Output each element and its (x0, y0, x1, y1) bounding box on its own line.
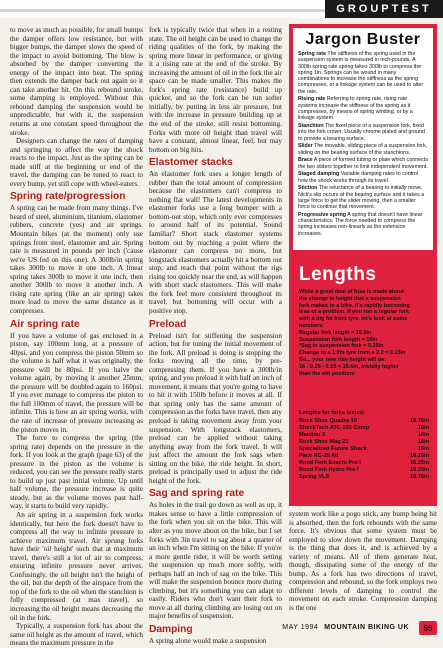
sidebar-panel (289, 24, 437, 506)
lengths-intro-line: Change to a 1.9in tyre from a 2.2 = 0.15in (299, 350, 406, 357)
fork-name: Specialized Future Shock (299, 446, 367, 452)
jargon-term: Slider (298, 143, 313, 150)
paragraph: If you have a volume of gas enclosed in a piston, say 100mm long, at a pressure of 40psi, and you compress the piston 50mm so the volume is half what it was originally, the pressure will be 80psi. If you halve the volume again, by moving it another 25mm, the pressure will be doubled again to 160psi. If you ever manage to compress the piston to the full 100mm of travel, the pressure will be infinite. This is how an air spring works, with the rate of increase of pressure increasing as the piston moves in. (10, 331, 143, 434)
jargon-definition: The movable, sliding piece of a suspension fork, sliding on the bearing surface of the stanchions. (298, 143, 428, 156)
fork-length-row (299, 453, 429, 460)
jargon-buster-title: Jargon Buster (305, 31, 421, 48)
lengths-title: Lengths (299, 264, 377, 285)
jargon-entry (298, 185, 428, 210)
jargon-definition: A piece of formed tubing or plate which connects the two sliders together to limit independent movement. (298, 157, 428, 170)
paragraph: Designers can change the rates of damping and springing to affect the way the shock reacts to the impact. Just as the spring can be made stiff at the beginning or end of the travel, the damping can be tuned to react to every bump, yet still cope with wheel-eaters. (10, 137, 143, 188)
lengths-intro-line: *Sag in suspension fork = 0.25in (299, 343, 384, 350)
fork-length: 16.25in (410, 460, 429, 466)
section-heading: Spring rate/progression (10, 191, 126, 203)
jargon-term: Brace (298, 157, 313, 164)
jargon-term: Stanchion (298, 123, 324, 130)
section-heading: Sag and spring rate (149, 488, 245, 500)
jargon-term: Rising rate (298, 96, 326, 103)
fork-name: ShockTech ATC 100 Comp (299, 425, 370, 431)
jargon-definition: The stiffness of the spring used in the suspension system is measured in inch-pounds. A 300lb spring rate spring takes 300lb to compress the spring 1in. Springs can be wound in many combinations to increase the stiffness as the spring compresses, or a linkage system can be used to alter the rate. (298, 51, 424, 95)
paragraph: Preload isn't for stiffening the suspension action, but for tuning the initial movement of the fork. All preload is doing is stopping the forks moving all the time, by pre-compressing them. If you have a 300lb/in spring, and you preload it with half an inch of movement, it means that you're going to have to hit it with 150lb before it moves at all. If that spring only has the same amount of compression as the forks have travel, then any preload is taking movement away from your suspension. With longstack elastomers, preload can be applied without taking anything away from the fork travel. It will just affect the amount the fork sags when sitting on the bike, the ride height. In short, preload is principally used to adjust the ride height of the fork. (149, 331, 282, 485)
fork-length-row (299, 432, 429, 439)
lengths-intro-line: Regular fork length = 15.5in (299, 329, 372, 336)
lengths-intro-line: So... your new ride height will be: (299, 356, 387, 363)
banner-stripe (0, 9, 330, 12)
paragraph: An elastomer fork uses a longer length of rubber than the total amount of compression because the elastomers can't compress to nothing flat wall! The latest developments in elastomer forks use a long bumper with a bottom-out stop, which only ever compresses to around half of its potential. Sound familiar? Short stack elastomer systems bottom out by reaching a point where the elastomer can compress no more, but longstack elastomers actually hit a bottom out stop, and reach that point without the rigs rising too quickly near the end, as will happen with short stack elastomers. This will make the fork feel more consistent throughout its travel, but bottoming will occur with a positive stop. (149, 170, 282, 315)
jargon-term: Progressive spring (298, 211, 346, 218)
jargon-entry (298, 143, 428, 156)
article-column-3 (289, 510, 437, 613)
fork-name: Rock Shox Mag 21 (299, 439, 349, 445)
paragraph: Typically, a suspension fork has about the same oil height as the amount of travel, which means the maximum pressure in the (10, 622, 143, 648)
fork-length-row (299, 439, 429, 446)
lengths-intro-line: While a great deal of fuss is made about (299, 289, 404, 295)
paragraph: A spring alone would make a suspension (149, 637, 267, 645)
jargon-term: Staged damping (298, 171, 340, 178)
jargon-term: Stiction (298, 185, 318, 192)
fork-name: Pace RC-35 All (299, 453, 339, 459)
jargon-definition: A spring that doesn't have linear characteristics. The force needed to compress the spring increases non-linearly as the extension increases. (298, 211, 423, 237)
lengths-intro (299, 289, 429, 377)
lengths-intro-line: than the old position! (299, 370, 355, 377)
fork-name: Rock Shox Quadra 10 (299, 418, 357, 424)
fork-length-row (299, 474, 429, 481)
lengths-intro-line: less of a problem. If you run a regular fork (299, 309, 410, 316)
jargon-definition: Variable damping rates to control how the shock works through its travel. (298, 171, 419, 184)
jargon-entry (298, 51, 428, 95)
jargon-entry (298, 212, 428, 237)
jargon-entry (298, 123, 428, 142)
article-column-2 (149, 26, 282, 646)
lengths-intro-line: numbers: (299, 322, 325, 329)
lengths-table (299, 418, 429, 481)
paragraph: An air spring in a suspension fork works identically, but here the fork doesn't have to compress all the way to infinite pressure to achieve maximum travel. Air sprung forks have their 'oil height' such that at maximum travel, there's still a lot of air to compress, ensuring infinite pressure never arrives. Confusingly, the oil height isn't the height of the oil, but the depth of the airspace from the top of the fork to the oil when the stanchion is fully compressed (at max travel), so increasing the oil height means decreasing the oil in the fork. (10, 510, 143, 622)
jargon-entry (298, 157, 428, 170)
jargon-definition: The fixed piece of a suspension fork, fixed into the fork crown. Usually chrome plated and ground to provide a bearing surface. (298, 123, 425, 142)
section-heading: Damping (149, 624, 193, 635)
paragraph: fork is typically twice that when in a resting state. The oil height can be used to change the riding qualities of the fork, by making the spring more linear in performance, or giving it a rising rate at the end of the stroke. By increasing the amount of oil in the fork the air space can be made smaller. This makes the fork's spring rate (resistance) build up quicker, and so the fork can be run softer initially, by putting in less air pressure, but with the increase in pressure building up at the end of the stroke, still resist bottoming. Forks with more oil height than travel will have a constant, almost linear, feel, but may bottom on big hits. (149, 26, 282, 154)
lengths-intro-line: Suspension fork length = 16in (299, 336, 378, 343)
lengths-intro-line: fork makes to a bike, it's rapidly becoming (299, 302, 410, 309)
jargon-entry (298, 171, 428, 184)
section-tag: GROUPTEST (325, 0, 443, 18)
fork-length-row (299, 418, 429, 425)
lengths-table-heading: Lengths for forks tested: (299, 410, 365, 416)
footer-magazine: MOUNTAIN BIKING UK (324, 624, 409, 631)
fork-length-row (299, 467, 429, 474)
lengths-intro-line: 16 - 0.25 - 0.15 = 15.6in, trivially higher (299, 363, 399, 370)
jargon-buster-box (293, 28, 433, 250)
fork-length: 16in (417, 446, 429, 452)
fork-name: Rond Fork Hydro Pro I (299, 467, 359, 473)
footer-month: MAY 1994 (282, 624, 319, 631)
fork-length-row (299, 446, 429, 453)
fork-length: 16.25in (410, 467, 429, 473)
jargon-term: Spring rate (298, 51, 326, 57)
fork-length: 16in (417, 425, 429, 431)
paragraph: As holes in the trail go down as well as up, it makes sense to have a little compression of the fork when you sit on the bike. This will alter as you move about on the bike, but I set forks with 3in travel to sag about a quarter of an inch when I'm sitting on the bike. If you're a more gentle rider, it will be worth setting the suspension up much more softly, with perhaps half an inch of sag on the bike. This will make the suspension bounce more during climbing, but it's something you can adapt to easily. Riders who don't want their fork to move at all during climbing are losing out on major benefits of suspension. (149, 501, 282, 621)
fork-length: 16in (417, 432, 429, 438)
footer-text (282, 624, 409, 631)
fork-name: Manitou 3 (299, 432, 326, 438)
page-footer (0, 621, 443, 637)
page-number: 55 (419, 621, 437, 635)
lengths-intro-line: with a big fat front tyre, let's look at some (299, 316, 408, 323)
section-heading: Preload (149, 318, 187, 330)
jargon-entry (298, 96, 428, 121)
top-banner (0, 0, 443, 18)
section-heading: Elastomer stacks (149, 157, 233, 169)
paragraph: The force to compress the spring (the spring rate) depends on the pressure in the fork. If you look at the graph (page 63) of the pressure in the piston as the volume is reduced, you can see the pressure really starts to build up just past initial volume. Up until half volume, the pressure increase is quite steady, but as the volume moves past half-way, it starts to build very rapidly. (10, 434, 143, 511)
fork-length: 16.25in (410, 453, 429, 459)
fork-name: Spring VLS (299, 474, 330, 480)
paragraph: A spring can be made from many things. I've heard of steel, aluminium, titanium, elastomer rubbers, concrete (yes) and air springs. Mountain bikes (at the moment) only use springs from steel, elastomer and air. Spring rate is measured in pounds per inch ('cause we're US fed on this one). A 300lb/in spring takes 300lb to move it one inch. A linear spring takes 300lb to move it one inch, then another 300lb to move it another inch. A rising rate spring (like an air spring) takes more load to move the same distance as it compresses. (10, 204, 143, 315)
fork-length: 16in (417, 439, 429, 445)
paragraph: to move as much as possible, for small bumps the damper offers low resistance, but with bigger bumps, the damper slows the speed of the impact to avoid bottoming. The blow is absorbed by the damper converting the energy of the impact into heat. The spring then extends the damper back out again so it can take another hit. On this rebound stroke, some damping is employed. Without this rebound damping the suspension would be unpredictable, but with it, the suspension returns at one constant speed throughout the stroke. (10, 26, 143, 137)
fork-length-row (299, 425, 429, 432)
jargon-definition: The reluctance of a bearing to initially move. Nick's slip occurs at the bearing surface and it takes a large force to get the slider moving, then a smaller force to continue that movement. (298, 185, 425, 211)
lengths-intro-line: the change in height that a suspension (299, 295, 401, 302)
paragraph: system work like a pogo stick, any bump being hit is absorbed, then the fork rebounds with the same force. It's obvious that some system must be employed to slow down the movement. Damping is the thing that does it, and is achieved by a variety of means. All of them generate heat, though, dissipating some of the energy of the bump. As a fork has two directions of travel, compression and rebound, so the fork employs two different levels of damping to control the movement on each stroke. Compression damping is the one (289, 510, 437, 613)
fork-length: 15.75in (410, 418, 429, 424)
jargon-buster-entries (293, 49, 433, 237)
jargon-definition: Referring to spring rate, rising rate systems increase the stiffness of the spring as it compresses, by means of spring winding, or by a linkage system. (298, 96, 413, 122)
fork-name: Rond Fork Exacto Pro I (299, 460, 361, 466)
article-column-1 (10, 26, 143, 648)
fork-length-row (299, 460, 429, 467)
fork-length: 16.75in (410, 474, 429, 480)
section-heading: Air spring rate (10, 318, 80, 330)
